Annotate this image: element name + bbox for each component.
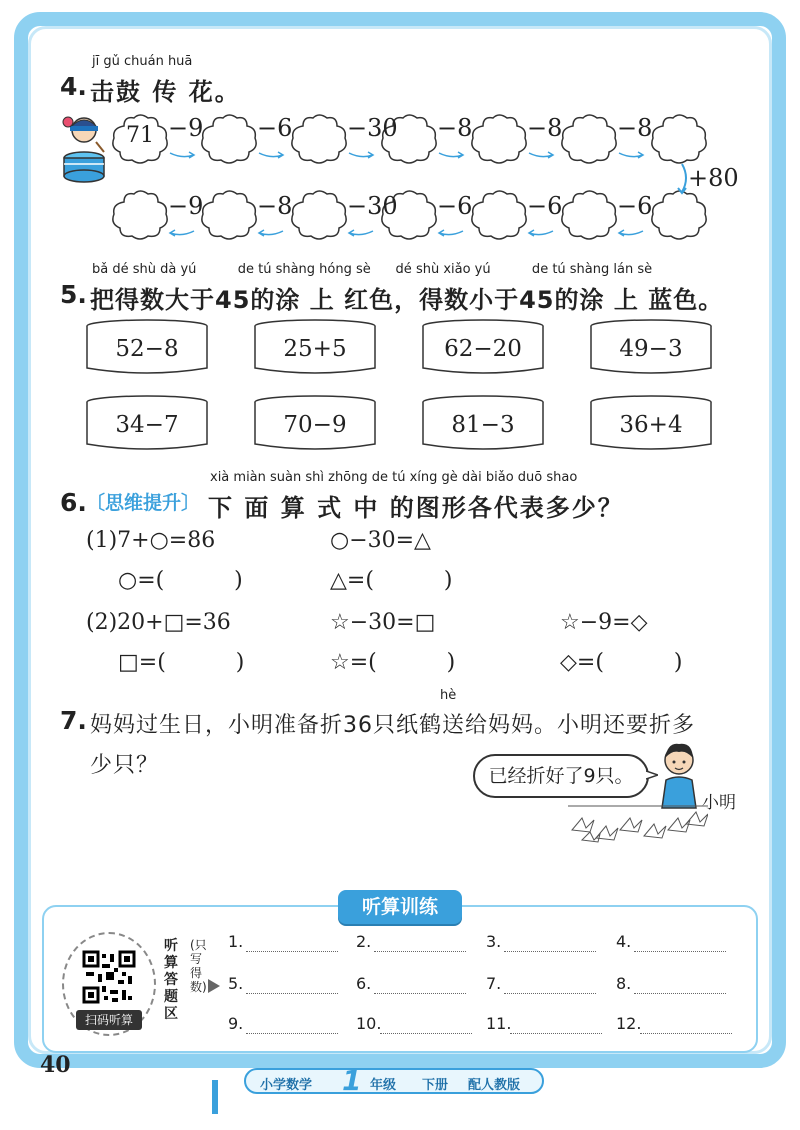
q6-number: 6. — [60, 488, 87, 517]
row1-operation: −30 — [347, 114, 398, 142]
arrow-right-icon — [257, 144, 285, 152]
q6-title: 下 面 算 式 中 的图形各代表多少？ — [208, 494, 624, 522]
answer-number: 7. — [486, 974, 502, 993]
answer-cloud[interactable] — [197, 112, 261, 166]
start-cloud[interactable] — [108, 112, 172, 166]
cloud-value: 71 — [126, 123, 154, 148]
drum-expression: 36+4 — [619, 412, 683, 438]
answer-blank[interactable] — [634, 992, 726, 994]
q6-p1-ans1[interactable]: ○=( ) — [118, 568, 243, 593]
answer-cloud[interactable] — [557, 188, 621, 242]
row2-operation: −6 — [437, 192, 473, 220]
play-triangle-icon — [208, 978, 220, 992]
q5-number: 5. — [60, 280, 87, 309]
row2-operation: −6 — [617, 192, 653, 220]
q6-p1-eq2: ○−30=△ — [330, 528, 431, 553]
q6-p1-ans2[interactable]: △=( ) — [330, 568, 453, 593]
arrow-left-icon — [437, 222, 465, 230]
answer-cloud[interactable] — [287, 112, 351, 166]
arrow-left-icon — [617, 222, 645, 230]
answer-number: 5. — [228, 974, 244, 993]
answer-number: 10. — [356, 1014, 382, 1033]
answer-blank[interactable] — [246, 950, 338, 952]
q6-pinyin: xià miàn suàn shì zhōng de tú xíng gè dài biǎo duō shao — [210, 470, 578, 485]
answer-cloud[interactable] — [467, 188, 531, 242]
color-drum[interactable] — [586, 318, 716, 376]
answer-number: 11. — [486, 1014, 512, 1033]
arrow-left-icon — [257, 222, 285, 230]
q5-pinyin: bǎ dé shù dà yú de tú shàng hóng sè dé shù xiǎo yú de tú shàng lán sè — [92, 262, 653, 277]
footer-marker — [212, 1080, 218, 1114]
drum-expression: 25+5 — [283, 336, 347, 362]
drum-expression: 62−20 — [444, 336, 522, 362]
row1-operation: −8 — [617, 114, 653, 142]
answer-cloud[interactable] — [647, 188, 711, 242]
answer-blank[interactable] — [510, 1032, 602, 1034]
drum-expression: 70−9 — [283, 412, 347, 438]
row2-operation: −6 — [527, 192, 563, 220]
answer-blank[interactable] — [246, 992, 338, 994]
answer-number: 4. — [616, 932, 632, 951]
speech-bubble: 已经折好了9只。 — [473, 754, 649, 798]
answer-cloud[interactable] — [108, 188, 172, 242]
footer-grade-number: 1 — [342, 1064, 362, 1097]
arrow-right-icon — [437, 144, 465, 152]
color-drum[interactable] — [250, 394, 380, 452]
answer-number: 6. — [356, 974, 372, 993]
q5-title: 把得数大于45的涂 上 红色，得数小于45的涂 上 蓝色。 — [90, 286, 724, 314]
q6-p2-ans2[interactable]: ☆=( ) — [330, 650, 456, 675]
arrow-right-icon — [168, 144, 196, 152]
arrow-right-icon — [617, 144, 645, 152]
q7-number: 7. — [60, 706, 87, 735]
page-number: 40 — [40, 1052, 71, 1078]
answer-cloud[interactable] — [467, 112, 531, 166]
answer-blank[interactable] — [634, 950, 726, 952]
q4-pinyin: jī gǔ chuán huā — [92, 54, 193, 69]
q6-p2-eq1: (2)20+□=36 — [86, 610, 231, 635]
turn-operation: +80 — [688, 164, 739, 192]
answer-number: 8. — [616, 974, 632, 993]
answer-cloud[interactable] — [287, 188, 351, 242]
answer-blank[interactable] — [640, 1032, 732, 1034]
answer-blank[interactable] — [374, 992, 466, 994]
row2-operation: −30 — [347, 192, 398, 220]
color-drum[interactable] — [82, 394, 212, 452]
answer-number: 3. — [486, 932, 502, 951]
q6-p2-ans1[interactable]: □=( ) — [118, 650, 245, 675]
q7-line2: 少只？ — [90, 753, 160, 778]
row2-operation: −9 — [168, 192, 204, 220]
q6-tag: 〔思维提升〕 — [86, 492, 201, 514]
answer-blank[interactable] — [246, 1032, 338, 1034]
row1-operation: −6 — [257, 114, 293, 142]
color-drum[interactable] — [250, 318, 380, 376]
paper-cranes-illustration — [568, 800, 708, 844]
drum-expression: 34−7 — [115, 412, 179, 438]
answer-number: 2. — [356, 932, 372, 951]
scan-label: 扫码听算 — [76, 1010, 142, 1030]
color-drum[interactable] — [418, 394, 548, 452]
answer-area-note: (只写得数) — [190, 938, 207, 994]
answer-cloud[interactable] — [557, 112, 621, 166]
q6-p1-eq1: (1)7+○=86 — [86, 528, 216, 553]
row1-operation: −8 — [527, 114, 563, 142]
qr-code-icon[interactable] — [82, 950, 136, 1004]
arrow-left-icon — [527, 222, 555, 230]
color-drum[interactable] — [82, 318, 212, 376]
q6-p2-eq2: ☆−30=□ — [330, 610, 436, 635]
answer-blank[interactable] — [504, 992, 596, 994]
footer-grade: 年级 — [370, 1078, 397, 1093]
footer-bar — [244, 1064, 544, 1097]
footer-volume: 下册 — [422, 1078, 449, 1093]
q4-number: 4. — [60, 72, 87, 101]
answer-blank[interactable] — [380, 1032, 472, 1034]
answer-number: 1. — [228, 932, 244, 951]
q6-p2-eq3: ☆−9=◇ — [560, 610, 648, 635]
color-drum[interactable] — [418, 318, 548, 376]
answer-cloud[interactable] — [647, 112, 711, 166]
drum-expression: 52−8 — [115, 336, 179, 362]
footer-edition: 配人教版 — [468, 1078, 521, 1093]
q7-line1: 妈妈过生日，小明准备折36只纸鹤送给妈妈。小明还要折多 — [90, 713, 695, 738]
drum-expression: 81−3 — [451, 412, 515, 438]
answer-cloud[interactable] — [197, 188, 261, 242]
arrow-right-icon — [347, 144, 375, 152]
color-drum[interactable] — [586, 394, 716, 452]
answer-number: 9. — [228, 1014, 244, 1033]
arrow-left-icon — [168, 222, 196, 230]
boy-name: 小明 — [702, 793, 736, 813]
answer-blank[interactable] — [504, 950, 596, 952]
footer-subject: 小学数学 — [260, 1078, 313, 1093]
answer-area-label: 听算答题区 — [164, 938, 178, 1022]
answer-blank[interactable] — [374, 950, 466, 952]
drummer-illustration — [58, 112, 110, 184]
answer-number: 12. — [616, 1014, 642, 1033]
q6-p2-ans3[interactable]: ◇=( ) — [560, 650, 683, 675]
arrow-right-icon — [527, 144, 555, 152]
listening-title: 听算训练 — [338, 890, 462, 924]
q4-title: 击鼓 传 花。 — [90, 78, 241, 106]
row1-operation: −8 — [437, 114, 473, 142]
row2-operation: −8 — [257, 192, 293, 220]
row1-operation: −9 — [168, 114, 204, 142]
arrow-left-icon — [347, 222, 375, 230]
q7-pinyin-he: hè — [440, 688, 457, 703]
drum-expression: 49−3 — [619, 336, 683, 362]
